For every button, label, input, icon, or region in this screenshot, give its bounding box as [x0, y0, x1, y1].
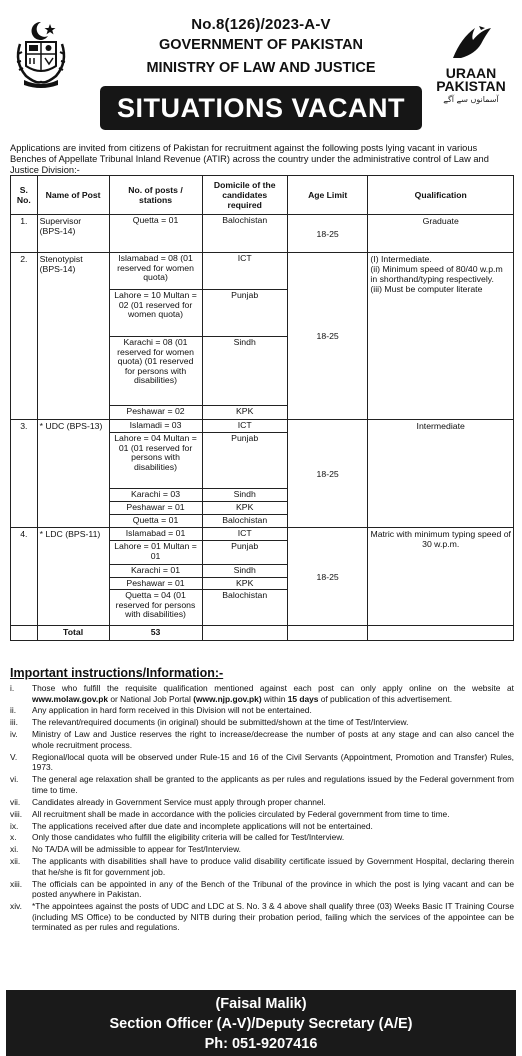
- cell-qualification: Matric with minimum typing speed of 30 w.p.m.: [368, 528, 514, 626]
- cell-posts: Islamabad = 08 (01 reserved for women quota): [109, 253, 202, 290]
- cell-posts: Islamadi = 03: [109, 420, 202, 433]
- item-text: Any application in hard form received in this Division will not be entertained.: [32, 705, 312, 716]
- cell-posts: Quetta = 01: [109, 215, 202, 253]
- cell-domicile: Sindh: [202, 489, 287, 502]
- table-row: [11, 528, 514, 541]
- cell-post-name: * UDC (BPS-13): [37, 420, 109, 528]
- item-text: All recruitment shall be made in accordance with the policies circulated by Federal government from time to time.: [32, 808, 450, 819]
- cell-posts: Karachi = 01: [109, 565, 202, 578]
- item-number: xiv.: [10, 901, 22, 912]
- reference-number: No.8(126)/2023-A-V: [191, 16, 331, 33]
- item-text: The applicants with disabilities shall have to produce valid disability certificate issued by Government Hospital, declaring therein that he/she is fit for government job.: [32, 856, 514, 877]
- item-number: ix.: [10, 820, 19, 831]
- item-text: or National Job Portal: [108, 693, 194, 704]
- header-age-limit: Age Limit: [287, 176, 368, 215]
- cell-domicile: Punjab: [202, 433, 287, 489]
- table-row: [11, 215, 514, 253]
- item-text: Only those candidates who fulfill the eligibility criteria will be called for Test/Interview.: [32, 832, 345, 843]
- state-emblem-icon: [10, 18, 72, 90]
- header-post-name: Name of Post: [37, 176, 109, 215]
- posts-table: [10, 175, 514, 641]
- table-row: [11, 420, 514, 433]
- cell-posts: Karachi = 03: [109, 489, 202, 502]
- item-number: i.: [10, 683, 15, 693]
- logo-word-uraan: URAAN: [445, 65, 497, 81]
- logo-word-pakistan: PAKISTAN: [436, 78, 506, 94]
- cell-empty: [11, 626, 38, 641]
- uraan-pakistan-logo: [432, 22, 510, 114]
- cell-domicile: ICT: [202, 528, 287, 541]
- cell-domicile: Balochistan: [202, 215, 287, 253]
- cell-domicile: Sindh: [202, 565, 287, 578]
- cell-age: 18-25: [287, 528, 368, 626]
- eagle-icon: [449, 22, 493, 62]
- cell-empty: [287, 626, 368, 641]
- cell-sno: 4.: [11, 528, 38, 626]
- intro-paragraph: Applications are invited from citizens of Pakistan for recruitment against the following posts lying vacant in various Benches of Appellate Tribunal Inland Revenue (ATIR) across the country under the administrative control of Law and Justice Division:-: [10, 143, 489, 175]
- signatory-designation: Section Officer (A-V)/Deputy Secretary (A/E): [109, 1016, 413, 1032]
- table-total-row: [11, 626, 514, 641]
- cell-post-name: Stenotypist (BPS-14): [37, 253, 109, 420]
- item-text: The applications received after due date and incomplete applications will not be entertained.: [32, 820, 373, 831]
- list-item: [10, 809, 514, 820]
- cell-domicile: ICT: [202, 420, 287, 433]
- cell-domicile: KPK: [202, 406, 287, 420]
- item-text: Ministry of Law and Justice reserves the right to increase/decrease the number of posts at any stage and can also cancel the whole recruitment process.: [32, 729, 514, 750]
- cell-domicile: Balochistan: [202, 590, 287, 626]
- table-row: [11, 253, 514, 290]
- list-item: [10, 683, 514, 704]
- qualification-line: (iii) Must be computer literate: [370, 284, 483, 294]
- item-text: within: [261, 693, 288, 704]
- cell-domicile: KPK: [202, 577, 287, 590]
- cell-posts: Lahore = 01 Multan = 01: [109, 541, 202, 565]
- item-number: vi.: [10, 774, 19, 785]
- qualification-line: (ii) Minimum speed of 80/40 w.p.m in shorthand/typing respectively.: [370, 264, 503, 284]
- item-number: x.: [10, 832, 17, 843]
- situations-vacant-banner: SITUATIONS VACANT: [100, 86, 422, 130]
- cell-empty: [202, 626, 287, 641]
- list-item: [10, 821, 514, 832]
- item-number: xi.: [10, 844, 19, 855]
- cell-posts: Peshawar = 01: [109, 502, 202, 515]
- header-sno: S. No.: [11, 176, 38, 215]
- item-text: No TA/DA will be admissible to appear for Test/Interview.: [32, 844, 242, 855]
- item-number: ii.: [10, 705, 17, 716]
- list-item: [10, 705, 514, 716]
- list-item: [10, 797, 514, 808]
- item-text: Those who fulfill the requisite qualification mentioned against each post can only apply online on the website at: [32, 683, 514, 693]
- cell-posts: Islamabad = 01: [109, 528, 202, 541]
- signature-block: [6, 990, 516, 1056]
- table-header-row: [11, 176, 514, 215]
- cell-domicile: Punjab: [202, 290, 287, 337]
- cell-posts: Peshawar = 02: [109, 406, 202, 420]
- cell-posts: Quetta = 01: [109, 515, 202, 528]
- cell-qualification: [368, 253, 514, 420]
- item-number: xii.: [10, 856, 21, 867]
- item-number: iii.: [10, 717, 18, 728]
- header-posts-stations: No. of posts / stations: [109, 176, 202, 215]
- cell-domicile: KPK: [202, 502, 287, 515]
- list-item: [10, 774, 514, 795]
- qualification-line: (I) Intermediate.: [370, 254, 432, 264]
- item-text: Regional/local quota will be observed under Rule-15 and 16 of the Civil Servants (Appointment, Promotion and Transfer) Rules, 1973.: [32, 751, 514, 773]
- cell-age: 18-25: [287, 215, 368, 253]
- list-item: [10, 729, 514, 750]
- cell-empty: [368, 626, 514, 641]
- item-text: *The appointees against the posts of UDC and LDC at S. No. 3 & 4 above shall qualify three (03) Weeks Basic IT Training Course (including MS Office) to be conducted by NITB during their probation period, failing which the services of the appointee can be terminated as per rules and regulations.: [32, 901, 514, 933]
- logo-urdu-tagline: آ‌سمانوں سے آگے: [443, 95, 499, 104]
- header-domicile: Domicile of the candidates required: [202, 176, 287, 215]
- website-link[interactable]: www.molaw.gov.pk: [32, 693, 109, 704]
- item-number: iv.: [10, 729, 18, 740]
- header: [0, 0, 522, 140]
- item-text: The officials can be appointed in any of the Bench of the Tribunal of the province in which the post is lying vacant and can be posted anywhere in Pakistan.: [32, 878, 514, 900]
- list-item: [10, 752, 514, 773]
- cell-domicile: Punjab: [202, 541, 287, 565]
- cell-domicile: Sindh: [202, 337, 287, 406]
- cell-sno: 1.: [11, 215, 38, 253]
- ministry-title: MINISTRY OF LAW AND JUSTICE: [146, 60, 376, 76]
- list-item: [10, 717, 514, 728]
- cell-age: 18-25: [287, 420, 368, 528]
- list-item: [10, 844, 514, 855]
- item-text: The relevant/required documents (in original) should be submitted/shown at the time of Test/Interview.: [32, 717, 409, 728]
- item-number: vii.: [10, 796, 21, 807]
- cell-domicile: Balochistan: [202, 515, 287, 528]
- cell-sno: 3.: [11, 420, 38, 528]
- cell-posts: Karachi = 08 (01 reserved for women quota) (01 reserved for persons with disabilities): [109, 337, 202, 406]
- job-portal-link[interactable]: (www.njp.gov.pk): [193, 693, 262, 704]
- cell-posts: Peshawar = 01: [109, 577, 202, 590]
- cell-post-name: Supervisor (BPS-14): [37, 215, 109, 253]
- cell-posts: Quetta = 04 (01 reserved for persons with disabilities): [109, 590, 202, 626]
- signatory-name: (Faisal Malik): [215, 996, 307, 1012]
- cell-domicile: ICT: [202, 253, 287, 290]
- item-text: of publication of this advertisement.: [318, 693, 453, 704]
- total-value: 53: [109, 626, 202, 641]
- cell-post-name: * LDC (BPS-11): [37, 528, 109, 626]
- item-number: xiii.: [10, 878, 23, 889]
- list-item: [10, 901, 514, 933]
- list-item: [10, 856, 514, 877]
- cell-sno: 2.: [11, 253, 38, 420]
- item-number: V.: [10, 751, 18, 762]
- header-qualification: Qualification: [368, 176, 514, 215]
- instructions-title: Important instructions/Information:-: [10, 666, 224, 680]
- item-text: The general age relaxation shall be granted to the applicants as per rules and regulations issued by the Federal government from time to time.: [32, 774, 514, 795]
- cell-posts: Lahore = 04 Multan = 01 (01 reserved for persons with disabilities): [109, 433, 202, 489]
- list-item: [10, 832, 514, 843]
- item-number: viii.: [10, 808, 23, 819]
- cell-posts: Lahore = 10 Multan = 02 (01 reserved for women quota): [109, 290, 202, 337]
- item-text: Candidates already in Government Service must apply through proper channel.: [32, 796, 326, 807]
- cell-qualification: Graduate: [368, 215, 514, 253]
- total-label: Total: [37, 626, 109, 641]
- list-item: [10, 879, 514, 900]
- deadline-days: 15 days: [287, 693, 319, 704]
- instructions-list: [10, 683, 514, 934]
- cell-age: 18-25: [287, 253, 368, 420]
- government-title: GOVERNMENT OF PAKISTAN: [158, 37, 364, 53]
- cell-qualification: Intermediate: [368, 420, 514, 528]
- signatory-phone: Ph: 051-9207416: [204, 1036, 318, 1052]
